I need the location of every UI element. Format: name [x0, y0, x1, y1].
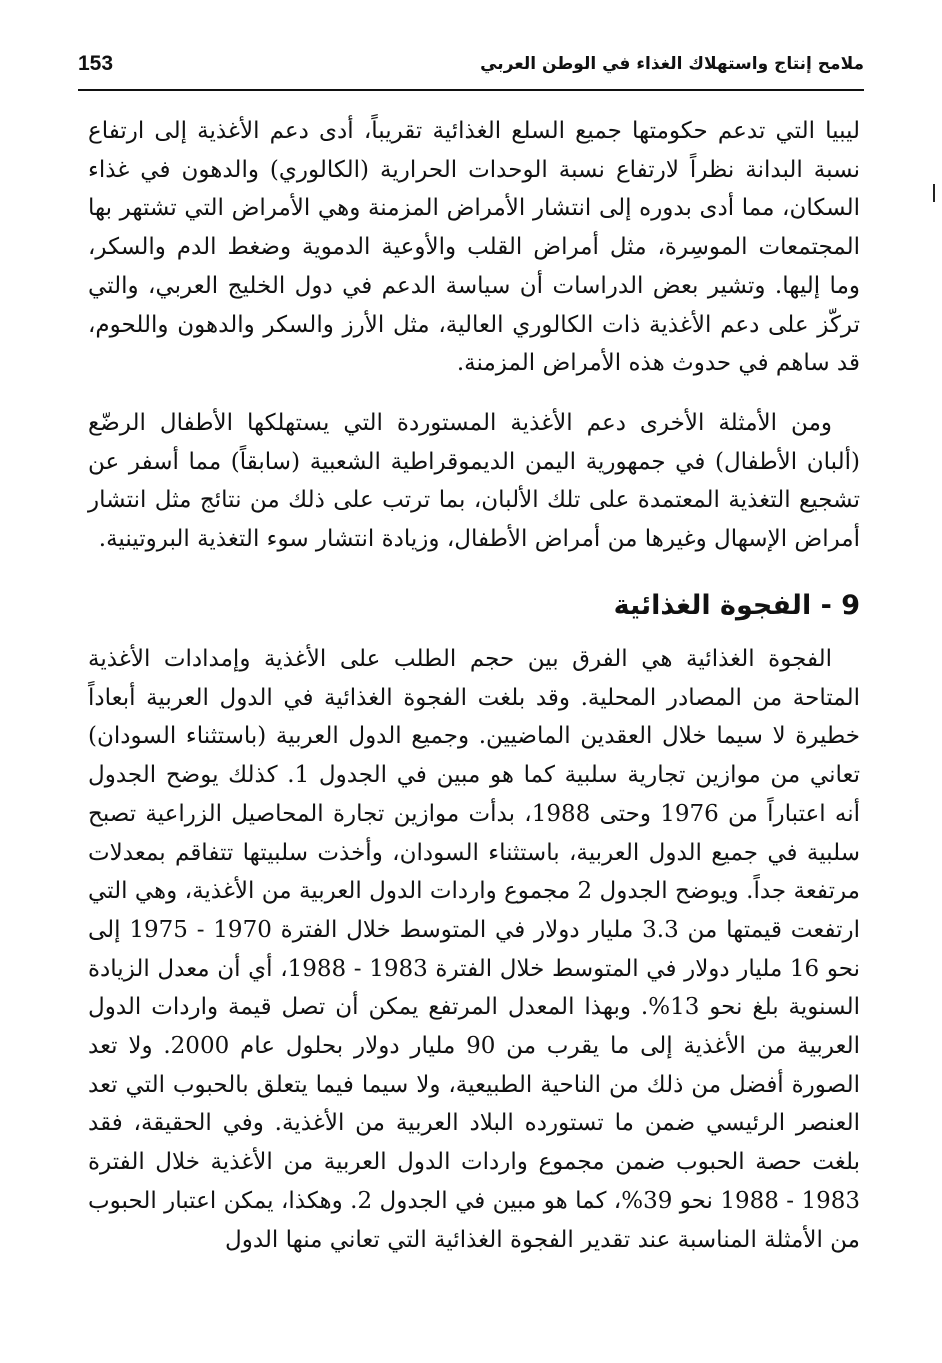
- section-heading: 9 - الفجوة الغذائية: [613, 590, 860, 621]
- paragraph-2: [88, 404, 860, 559]
- running-title: ملامح إنتاج واستهلاك الغذاء في الوطن العربي: [480, 54, 864, 74]
- paragraph-3-text: الفجوة الغذائية هي الفرق بين حجم الطلب على الأغذية وإمدادات الأغذية المتاحة من المصادر المحلية. وقد بلغت الفجوة الغذائية في الدول العربية أبعاداً خطيرة لا سيما خلال العقدين الماضيين. وجميع الدول العربية (باستثناء السودان) تعاني من موازين تجارية سلبية كما هو مبين في الجدول 1. كذلك يوضح الجدول أنه اعتباراً من 1976 وحتى 1988، بدأت موازين تجارة المحاصيل الزراعية تصبح سلبية في جميع الدول العربية، باستثناء السودان، وأخذت سلبيتها تتفاقم بمعدلات مرتفعة جداً. ويوضح الجدول 2 مجموع واردات الدول العربية من الأغذية، وهي التي ارتفعت قيمتها من 3.3 مليار دولار في المتوسط خلال الفترة 1970 - 1975 إلى نحو 16 مليار دولار في المتوسط خلال الفترة 1983 - 1988، أي أن معدل الزيادة السنوية بلغ نحو 13%. وبهذا المعدل المرتفع يمكن أن تصل قيمة واردات الدول العربية من الأغذية إلى ما يقرب من 90 مليار دولار بحلول عام 2000. ولا تعد الصورة أفضل من ذلك من الناحية الطبيعية، ولا سيما فيما يتعلق بالحبوب التي تعد العنصر الرئيسي ضمن ما تستورده البلاد العربية من الأغذية. وفي الحقيقة، فقد بلغت حصة الحبوب ضمن مجموع واردات الدول العربية من الأغذية خلال الفترة 1983 - 1988 نحو 39%، كما هو مبين في الجدول 2. وهكذا، يمكن اعتبار الحبوب من الأمثلة المناسبة عند تقدير الفجوة الغذائية التي تعاني منها الدول: [88, 646, 861, 1253]
- page-number: 153: [78, 52, 114, 75]
- margin-mark: [933, 184, 935, 202]
- header-rule: [78, 89, 864, 91]
- running-header: [78, 44, 864, 84]
- paragraph-2-text: ومن الأمثلة الأخرى دعم الأغذية المستوردة التي يستهلكها الأطفال الرضّع (ألبان الأطفال) في جمهورية اليمن الديموقراطية الشعبية (سابقاً) مما أسفر عن تشجيع التغذية المعتمدة على تلك الألبان، بما ترتب على ذلك من نتائج مثل انتشار أمراض الإسهال وغيرها من أمراض الأطفال، وزيادة انتشار سوء التغذية البروتينية.: [88, 410, 860, 553]
- paragraph-3: [88, 640, 860, 1259]
- paragraph-1: ليبيا التي تدعم حكومتها جميع السلع الغذائية تقريباً، أدى دعم الأغذية إلى ارتفاع نسبة البدانة نظراً لارتفاع نسبة الوحدات الحرارية (الكالوري) والدهون في غذاء السكان، مما أدى بدوره إلى انتشار الأمراض المزمنة وهي الأمراض التي تشتهر بها المجتمعات الموسِرة، مثل أمراض القلب والأوعية الدموية وضغط الدم والسكر، وما إليها. وتشير بعض الدراسات أن سياسة الدعم في دول الخليج العربي، والتي تركّز على دعم الأغذية ذات الكالوري العالية، مثل الأرز والسكر والدهون واللحوم، قد ساهم في حدوث هذه الأمراض المزمنة.: [88, 118, 860, 377]
